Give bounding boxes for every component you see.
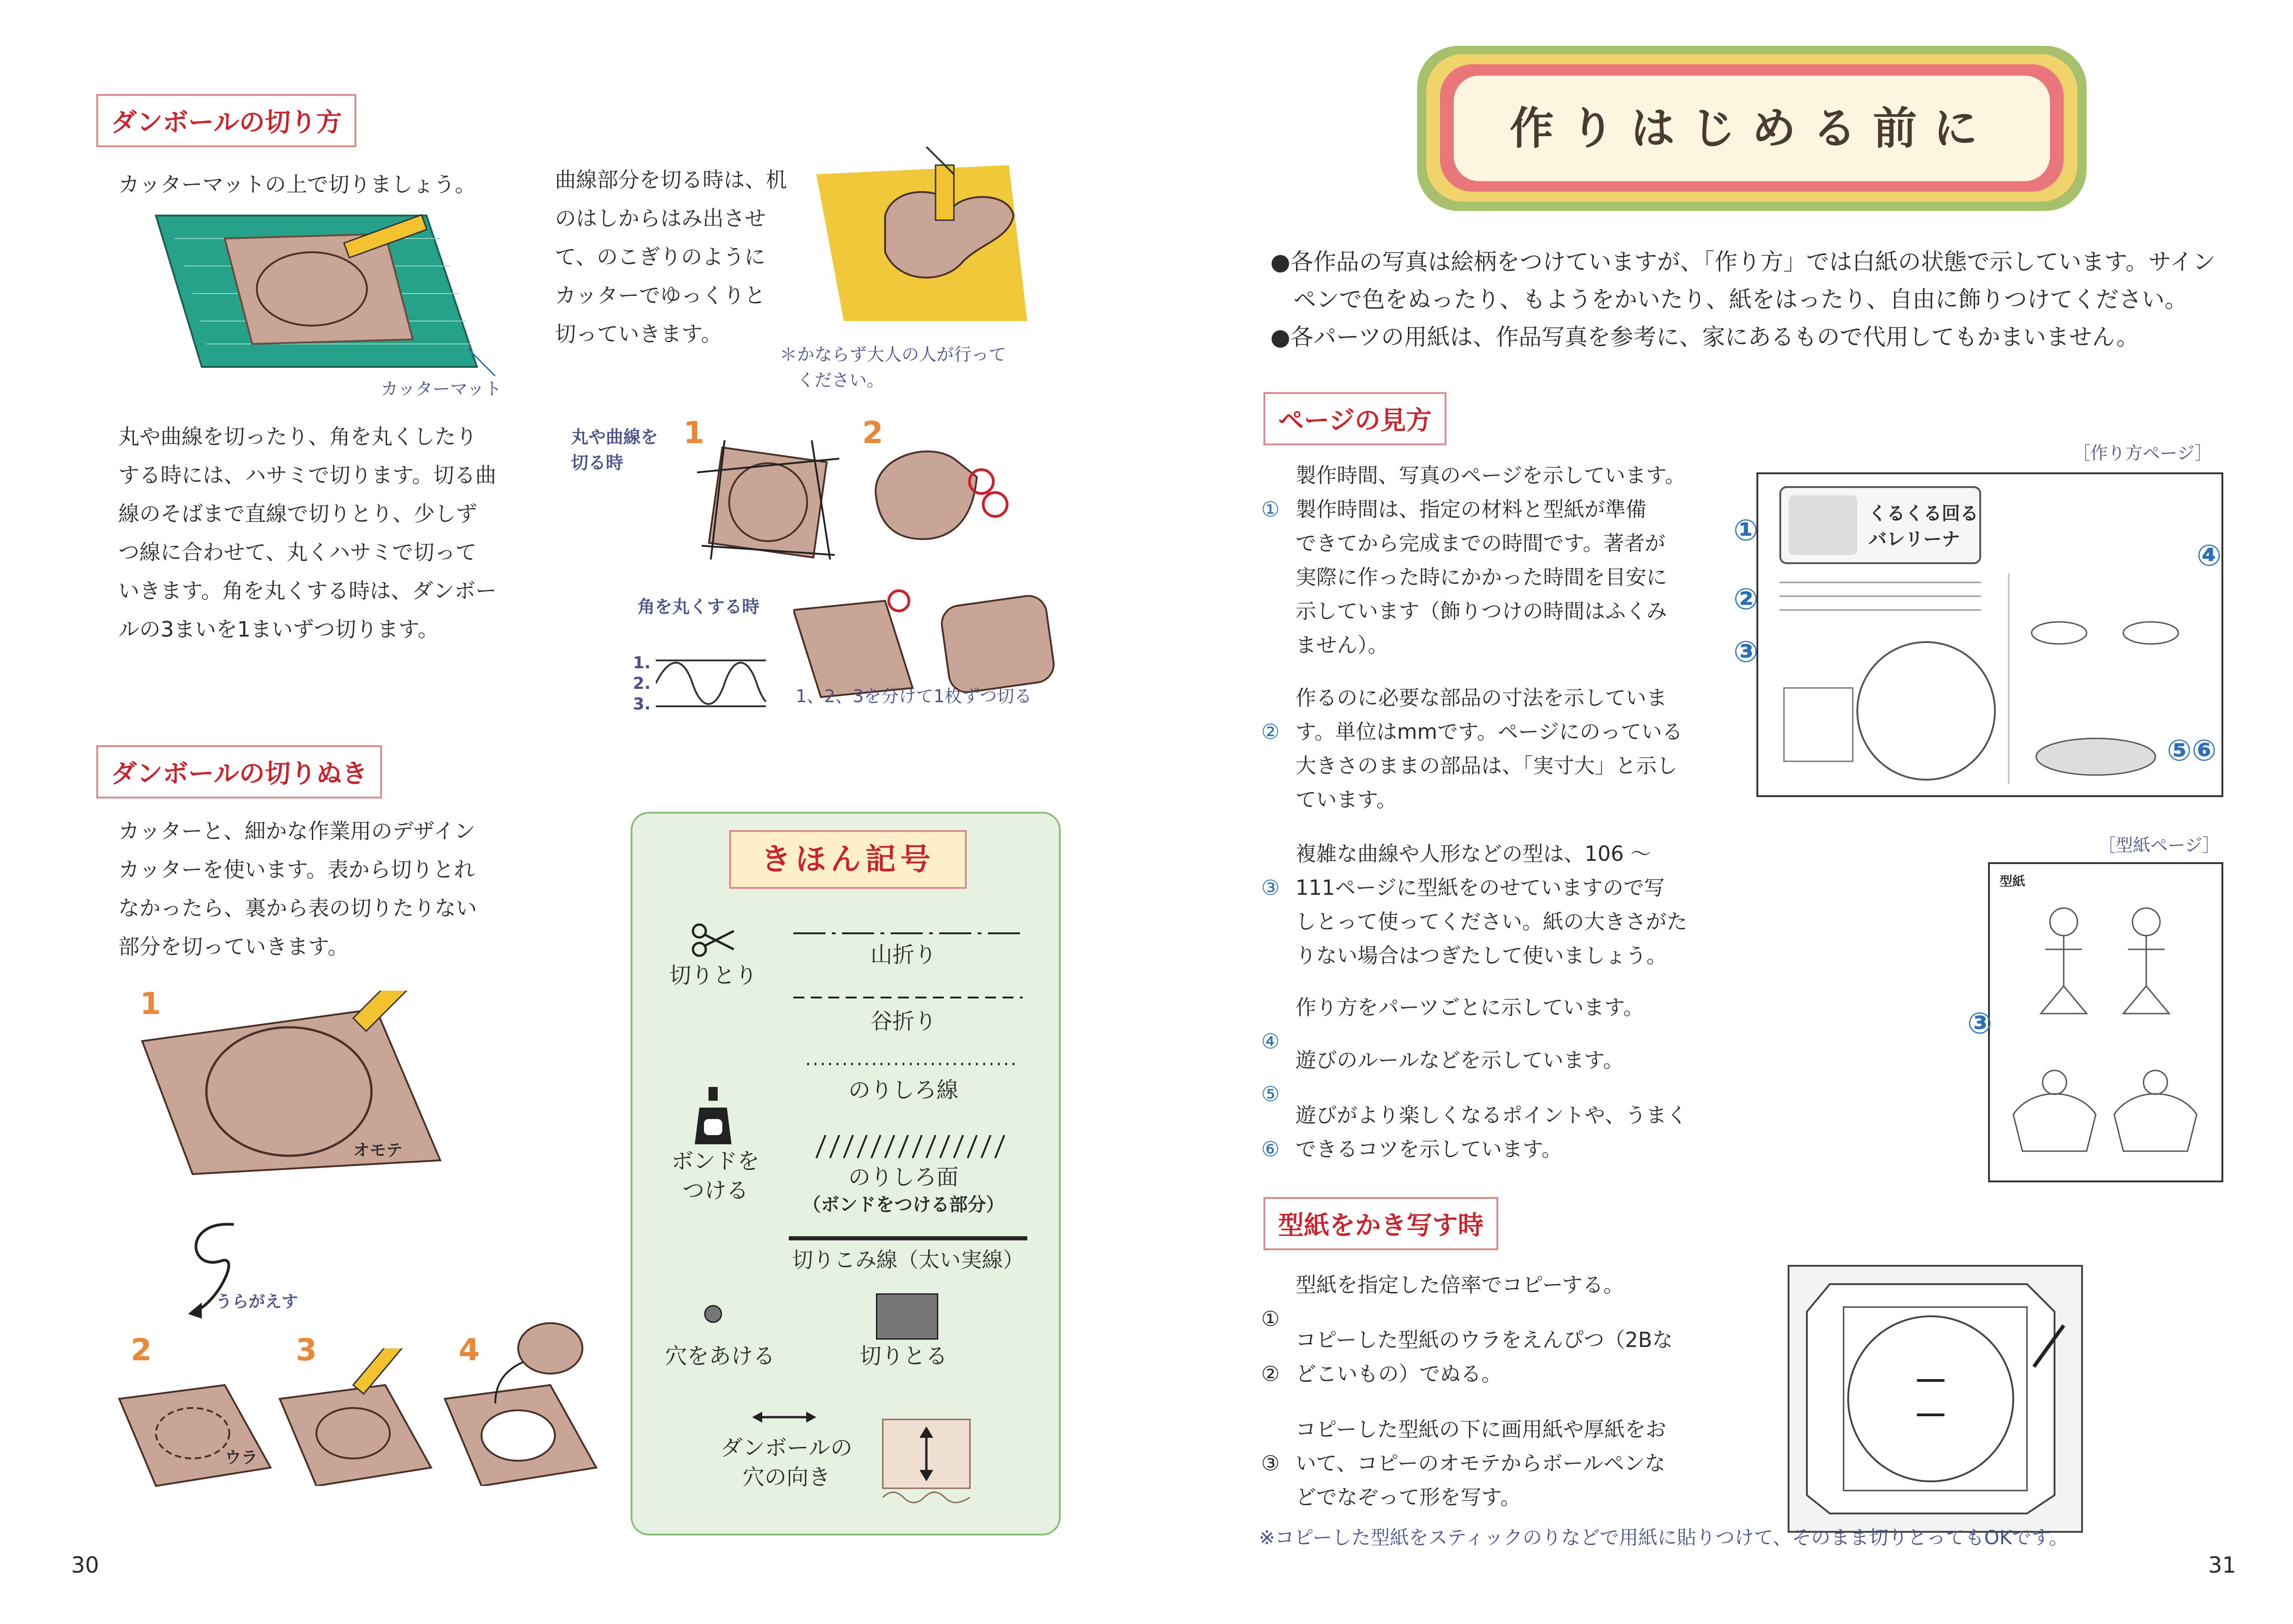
adult-note: ＊かならず大人の人が行って ください。 [780, 344, 1007, 390]
page-title: 作りはじめる前に [1454, 76, 2050, 181]
trace-item-3-number: ③ [1261, 1451, 1280, 1475]
round-step-1: 1 [683, 415, 704, 450]
pattern-page-label: ［型紙ページ］ [2098, 835, 2220, 855]
guide-item-1-number: ① [1261, 497, 1280, 521]
cutout-step4-illustration [440, 1321, 605, 1486]
guide-item-2-text: 作るのに必要な部品の寸法を示していま す。単位はmmです。ページにのっている 大きさのままの部品は、「実寸大」と示し ています。 [1296, 686, 1683, 812]
kihon-title: きほん記号 [729, 830, 967, 889]
kiritoru-label: 切りとる [859, 1343, 947, 1369]
guide-item-2-number: ② [1261, 720, 1280, 744]
bond-label: ボンドを つける [671, 1148, 759, 1203]
intro-block [1270, 243, 2215, 356]
guide-item-5-number: ⑤ [1261, 1082, 1280, 1106]
how-to-page-label: ［作り方ページ］ [2073, 443, 2212, 463]
norishiromen-label: のりしろ面 [848, 1164, 958, 1190]
mountain-fold-line [793, 929, 1023, 938]
guide-item-1-text: 製作時間、写真のページを示しています。 製作時間は、指定の材料と型紙が準備 できてから完成までの時間です。著者が 実際に作った時にかかった時間を目安に 示しています（飾りつけの時間はふくみ ません）。 [1296, 463, 1686, 657]
double-arrow-icon [752, 1410, 816, 1424]
layer-3: 3. [633, 695, 651, 714]
mat-label: カッターマット [381, 379, 502, 399]
sample-marker-4: ④ [2197, 539, 2222, 573]
corrugation-direction-icon [881, 1417, 972, 1504]
cutout-text: カッターと、細かな作業用のデザイン カッターを使います。表から切りとれ なかったら、裏から表の切りたりない 部分を切っていきます。 [118, 819, 477, 959]
page-number-left: 30 [71, 1552, 100, 1578]
layer-1: 1. [633, 654, 651, 672]
corner-caption: 角を丸くする時 [637, 597, 760, 617]
round-caption: 丸や曲線を 切る時 [571, 427, 659, 473]
corrugated-layers-illustration [656, 656, 770, 711]
guide-item-6-text: 遊びがより楽しくなるポイントや、うまく できるコツを示しています。 [1296, 1103, 1688, 1161]
trace-item-3-text: コピーした型紙の下に画用紙や厚紙をお いて、コピーのオモテからボールペンな どでなぞって形を写す。 [1296, 1417, 1667, 1509]
intro-line-3: ●各パーツの用紙は、作品写真を参考に、家にあるもので代用してもかまいません。 [1270, 324, 2139, 350]
guide-item-3-text: 複雑な曲線や人形などの型は、106 ～ 111ページに型紙をのせていますので写 しとって使ってください。紙の大きさがた りない場合はつぎたして使いましょう。 [1296, 842, 1688, 968]
intro-line-1: ●各作品の写真は絵柄をつけていますが、「作り方」では白紙の状態で示しています。サイン [1270, 249, 2216, 275]
cutout-step3-illustration [275, 1348, 440, 1486]
section-heading-trace: 型紙をかき写す時 [1263, 1197, 1498, 1250]
scissors-icon [690, 922, 736, 959]
sample-title-box: くるくる回る バレリーナ [1779, 486, 1981, 564]
flip-label: うらがえす [216, 1292, 299, 1311]
trace-item-2-text: コピーした型紙のウラをえんぴつ（2Bな どこいもの）でぬる。 [1296, 1328, 1673, 1386]
sample-marker-56: ⑤⑥ [2167, 734, 2217, 768]
norishiromen-note: （ボンドをつける部分） [803, 1194, 1004, 1215]
pattern-figures [1995, 894, 2215, 1174]
slit-line [789, 1234, 1027, 1243]
intro-line-2: ペンで色をぬったり、もようをかいたり、紙をはったり、自由に飾りつけてください。 [1270, 286, 2188, 313]
valley-fold-line [793, 993, 1023, 1002]
bond-bottle-icon [692, 1087, 734, 1147]
cut-out-area-icon [876, 1293, 938, 1340]
section-heading-page-guide: ページの見方 [1263, 392, 1446, 445]
direction-label: ダンボールの 穴の向き [720, 1435, 853, 1490]
curve-text: 曲線部分を切る時は、机 のはしからはみ出させ て、のこぎりのように カッターでゆっくりと 切っていきます。 [555, 167, 787, 346]
trace-item-2 [1261, 1323, 1279, 1391]
guide-item-5-text: 遊びのルールなどを示しています。 [1296, 1048, 1624, 1072]
guide-item-4-number: ④ [1261, 1029, 1280, 1053]
kiritori-label: 切りとり [669, 963, 757, 988]
trace-note: ※コピーした型紙をスティックのりなどで用紙に貼りつけて、そのまま切りとってもOKです。 [1259, 1526, 2068, 1549]
pattern-marker-3: ③ [1967, 1007, 1993, 1041]
cutout-step-1: 1 [140, 986, 161, 1021]
sample-marker-1: ① [1734, 514, 1759, 548]
page-number-right: 31 [2208, 1552, 2237, 1578]
trace-item-2-number: ② [1261, 1362, 1280, 1386]
yamaori-label: 山折り [870, 942, 936, 968]
sample-page-body [1775, 573, 2206, 784]
cutout-step2-illustration [115, 1380, 280, 1491]
sample-photo [1789, 495, 1857, 555]
guide-item-6 [1261, 1098, 1279, 1166]
guide-item-3 [1261, 837, 1279, 905]
cutout-step-2: 2 [131, 1332, 152, 1368]
kirikomi-label: 切りこみ線（太い実線） [792, 1247, 1024, 1272]
taniori-label: 谷折り [870, 1009, 936, 1034]
trace-item-1-number: ① [1261, 1307, 1280, 1331]
ura-label: ウラ [225, 1448, 258, 1467]
cutting-mat-illustration [147, 197, 495, 390]
round-step-2: 2 [862, 415, 883, 450]
guide-item-6-number: ⑥ [1261, 1137, 1280, 1161]
omote-label: オモテ [353, 1141, 403, 1160]
cutout-step-3: 3 [296, 1332, 317, 1368]
mat-text: カッターマットの上で切りましょう。 [118, 172, 476, 197]
guide-item-3-number: ③ [1261, 876, 1280, 900]
ana-label: 穴をあける [665, 1343, 775, 1369]
norishirosen-label: のりしろ線 [848, 1077, 958, 1103]
pattern-sheet-title: 型紙 [1999, 874, 2026, 889]
trace-item-3 [1261, 1413, 1279, 1480]
section-heading-cutout: ダンボールの切りぬき [96, 745, 382, 798]
glue-area-hatch [812, 1133, 1014, 1160]
glue-margin-line [807, 1059, 1018, 1069]
curve-cut-illustration [816, 147, 1055, 330]
cutout-step-4: 4 [459, 1332, 480, 1368]
round-cut-step1-illustration [697, 440, 839, 560]
sample-marker-2: ② [1734, 582, 1759, 616]
section-heading-cutting: ダンボールの切り方 [96, 94, 356, 147]
sample-marker-3: ③ [1734, 635, 1759, 669]
trace-illustration [1779, 1257, 2091, 1541]
layers-caption: 1、2、3を分けて1枚ずつ切る [796, 686, 1032, 706]
round-cut-step2-illustration [862, 440, 1009, 550]
layer-2: 2. [633, 674, 651, 693]
guide-item-2 [1261, 681, 1279, 749]
trace-item-1-text: 型紙を指定した倍率でコピーする。 [1296, 1273, 1624, 1297]
guide-item-4-text: 作り方をパーツごとに示しています。 [1296, 995, 1644, 1020]
hole-dot-icon [702, 1303, 725, 1325]
guide-item-1 [1261, 459, 1279, 527]
round-cut-text: 丸や曲線を切ったり、角を丸くしたり する時には、ハサミで切ります。切る曲 線のそばまで直線で切りとり、少しず つ線に合わせて、丸くハサミで切って いきます。角を丸くする時は、ダンボー ルの3まいを1まいずつ切ります。 [118, 424, 497, 642]
